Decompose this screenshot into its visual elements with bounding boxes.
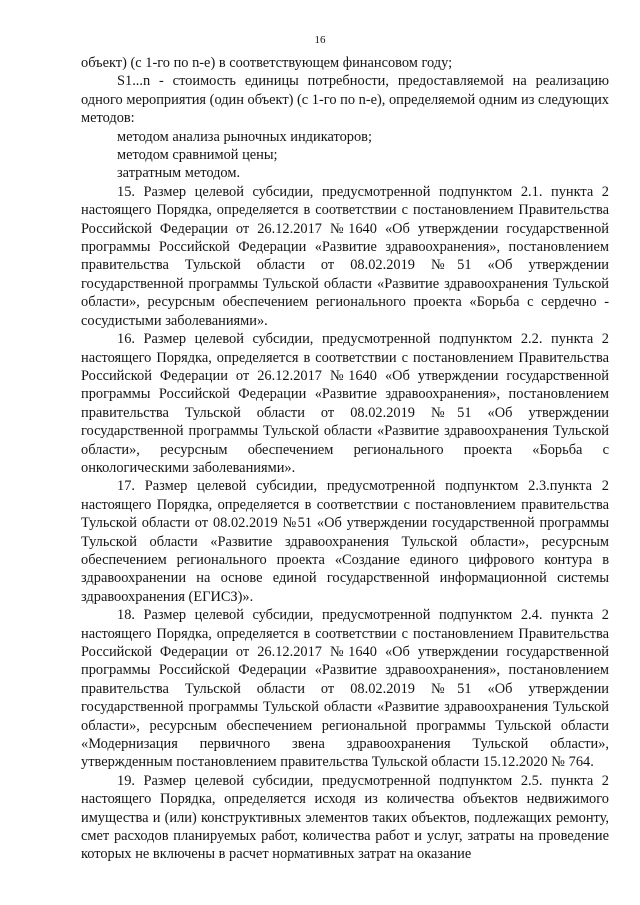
method-cost-based: затратным методом. (117, 165, 241, 182)
paragraph-17: 17. Размер целевой субсидии, предусмотренной подпунктом 2.3.пункта 2 настоящего Порядка, определяется в соответствии с постановлением правительства Тульской области от 08.02.2019 №51 «Об утверждении государственной программы Тульской области «Развитие здравоохранения Тульской области», ресурсным обеспечением регионального проекта «Создание единого цифрового контура в здравоохранении на основе единой государственной информационной системы здравоохранения (ЕГИСЗ)». (81, 478, 609, 605)
paragraph-19: 19. Размер целевой субсидии, предусмотренной подпунктом 2.5. пункта 2 настоящего Порядка, определяется исходя из количества объектов недвижимого имущества и (или) конструктивных элементов таких объектов, подлежащих ремонту, смет расходов планируемых работ, количества работ и услуг, затраты на проведение которых не включены в расчет нормативных затрат на оказание (81, 772, 609, 863)
paragraph-unit-cost-definition: S1...n - стоимость единицы потребности, предоставляемой на реализацию одного мероприятия (один объект) (с 1-го по n-е), определяемой одним из следующих методов: (81, 73, 609, 127)
method-comparable-price: методом сравнимой цены; (117, 147, 278, 164)
paragraph-16: 16. Размер целевой субсидии, предусмотренной подпунктом 2.2. пункта 2 настоящего Порядка, определяется в соответствии с постановлением Правительства Российской Федерации от 26.12.2017 №1640 «Об утверждении государственной программы Российской Федерации «Развитие здравоохранения», постановлением правительства Тульской области от 08.02.2019 №51 «Об утверждении государственной программы Тульской области «Развитие здравоохранения Тульской области», ресурсным обеспечением регионального проекта «Борьба с онкологическими заболеваниями». (81, 331, 609, 476)
paragraph-continuation: объект) (с 1-го по n-е) в соответствующем финансовом году; (81, 55, 453, 71)
document-body (81, 54, 609, 864)
page-number: 16 (314, 34, 326, 46)
paragraph-18: 18. Размер целевой субсидии, предусмотренной подпунктом 2.4. пункта 2 настоящего Порядка, определяется в соответствии с постановлением Правительства Российской Федерации от 26.12.2017 №1640 «Об утверждении государственной программы Российской Федерации «Развитие здравоохранения», постановлением правительства Тульской области от 08.02.2019 №51 «Об утверждении государственной программы Тульской области «Развитие здравоохранения Тульской области», ресурсным обеспечением региональной программы Тульской области «Модернизация первичного звена здравоохранения Тульской области», утвержденным постановлением правительства Тульской области 15.12.2020 № 764. (81, 607, 609, 771)
paragraph-15: 15. Размер целевой субсидии, предусмотренной подпунктом 2.1. пункта 2 настоящего Порядка, определяется в соответствии с постановлением Правительства Российской Федерации от 26.12.2017 №1640 «Об утверждении государственной программы Российской Федерации «Развитие здравоохранения», постановлением правительства Тульской области от 08.02.2019 №51 «Об утверждении государственной программы Тульской области «Развитие здравоохранения Тульской области», ресурсным обеспечением регионального проекта «Борьба с сердечно - сосудистыми заболеваниями». (81, 183, 609, 329)
method-market-indicators: методом анализа рыночных индикаторов; (117, 128, 372, 145)
